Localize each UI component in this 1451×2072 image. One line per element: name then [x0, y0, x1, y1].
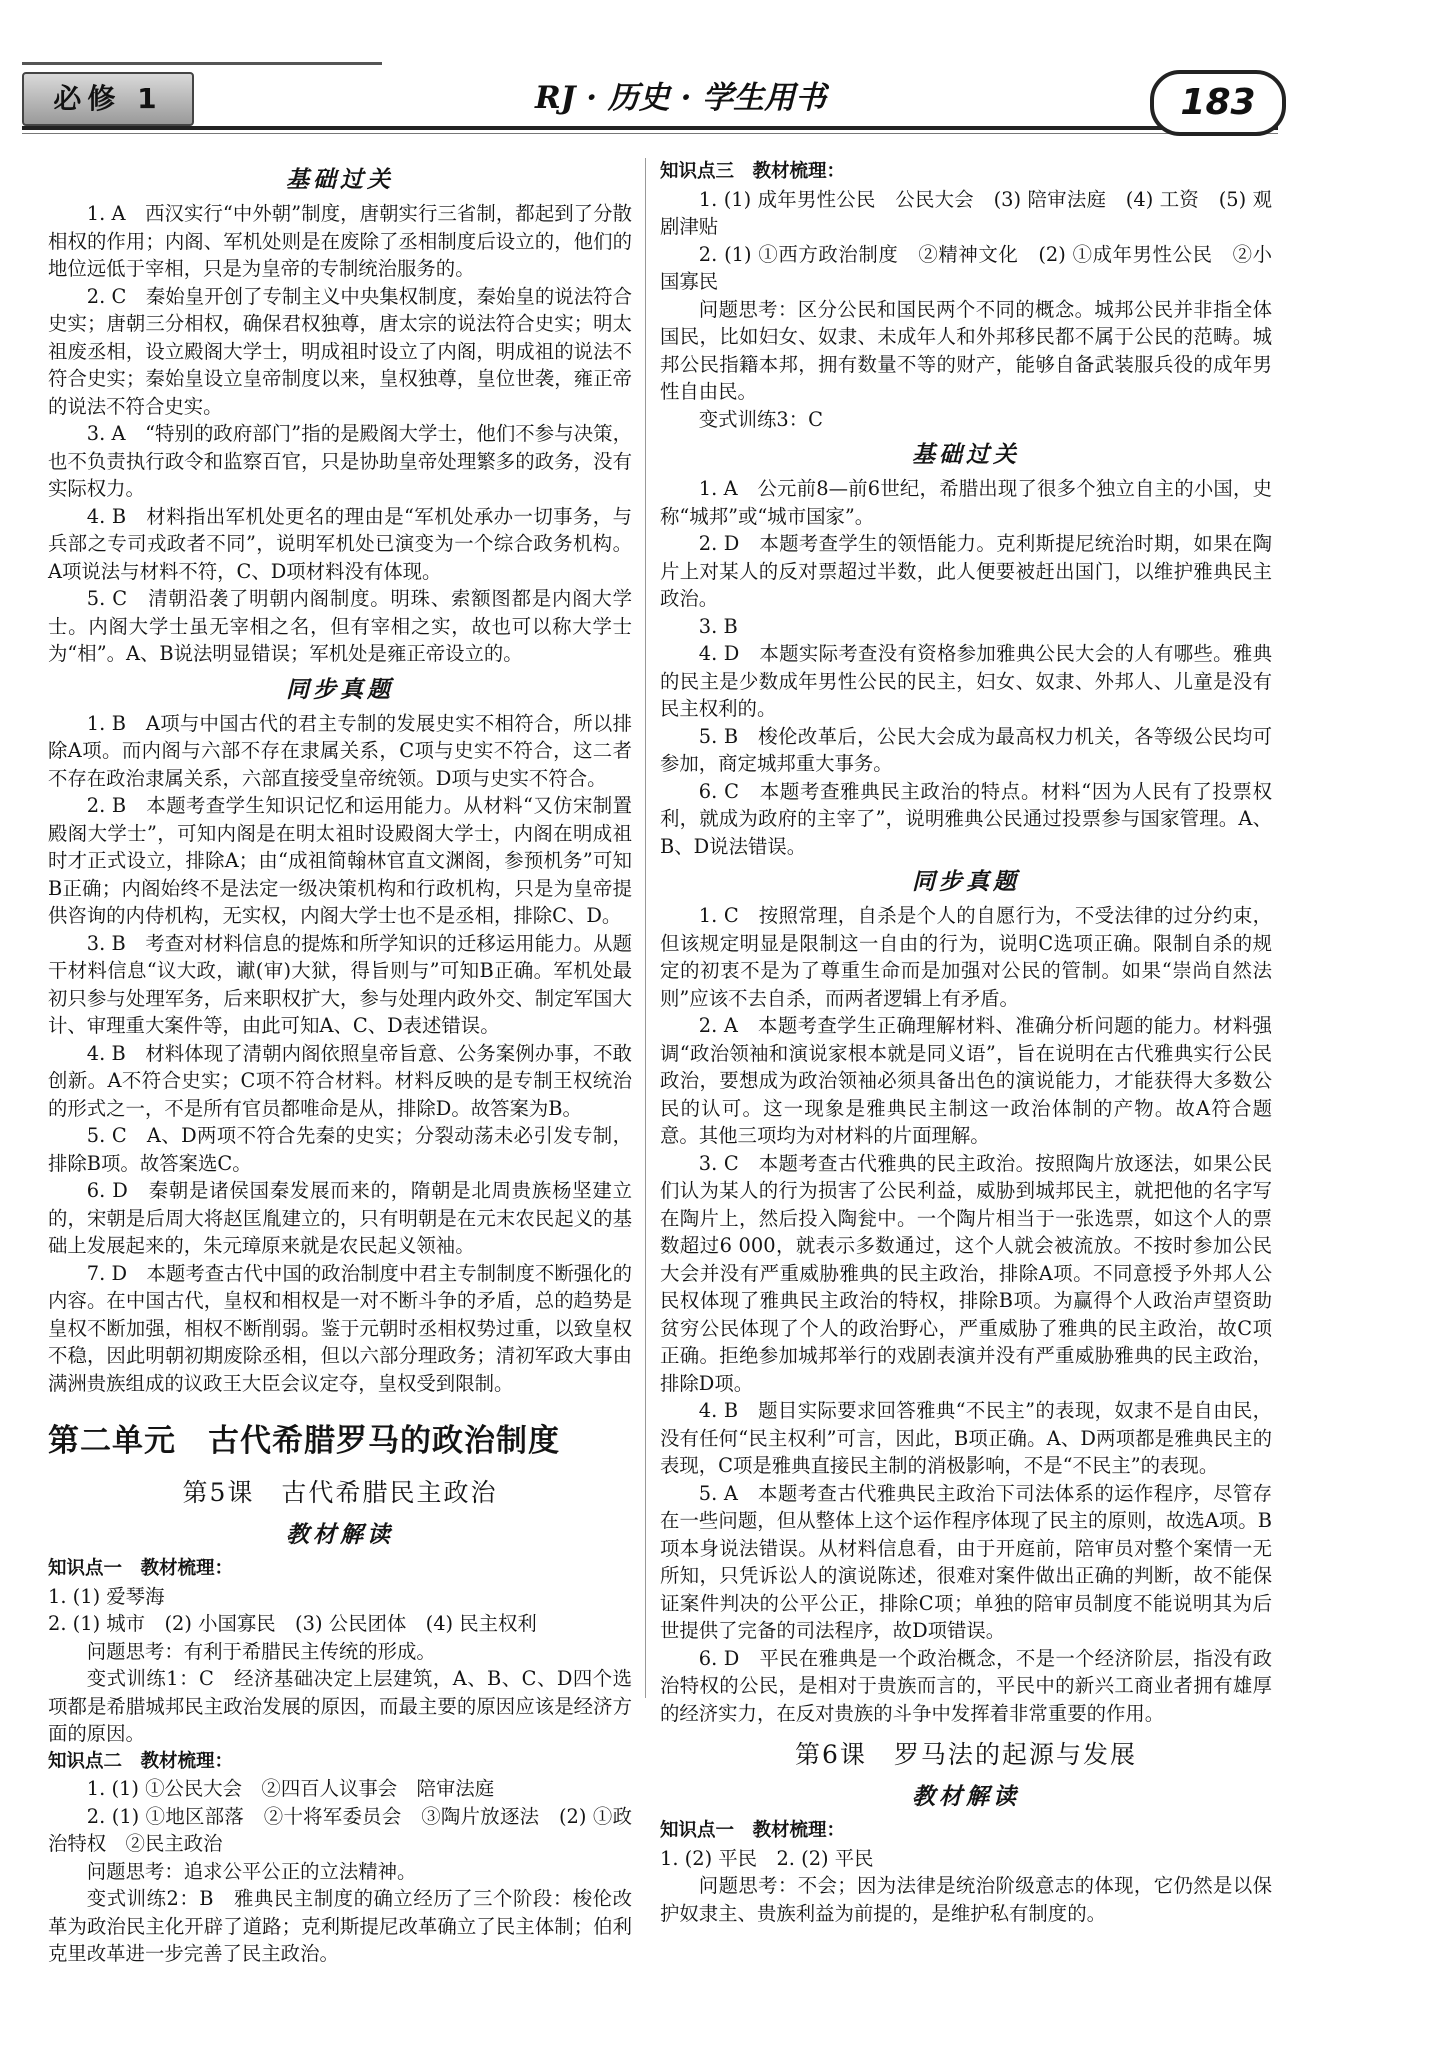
header-top-line — [22, 62, 382, 65]
answer-paragraph: 1. B A项与中国古代的君主专制的发展史实不相符合，所以排除A项。而内阁与六部不存在隶属关系，C项与史实不符合，这二者不存在政治隶属关系，六部直接受皇帝统领。D项与史实不符合。 — [48, 711, 632, 790]
answer-paragraph: 问题思考：区分公民和国民两个不同的概念。城邦公民并非指全体国民，比如妇女、奴隶、未成年人和外邦移民都不属于公民的范畴。城邦公民指籍本邦，拥有数量不等的财产，能够自备武装服兵役的成年男性自由民。 — [660, 297, 1272, 403]
book-title: RJ · 历史 · 学生用书 — [535, 80, 827, 116]
left-column — [48, 158, 632, 1968]
section-heading: 基础过关 — [912, 441, 1020, 468]
answer-paragraph: 2. (1) ①西方政治制度 ②精神文化 (2) ①成年男性公民 ②小国寡民 — [660, 242, 1272, 293]
answer-paragraph: 3. C 本题考查古代雅典的民主政治。按照陶片放逐法，如果公民们认为某人的行为损害了公民利益，威胁到城邦民主，就把他的名字写在陶片上，然后投入陶瓮中。一个陶片相当于一张选票，如这个人的票数超过6 000，就表示多数通过，这个人就会被流放。不按时参加公民大会并没有严重威胁雅典的民主政治，排除A项。不同意授予外邦人公民权体现了雅典民主政治的特权，排除B项。为赢得个人政治声望资助贫穷公民体现了个人的政治野心，严重威胁了雅典的民主政治，故C项正确。拒绝参加城邦举行的戏剧表演并没有严重威胁雅典的民主政治，排除D项。 — [660, 1151, 1272, 1395]
knowledge-point-label: 知识点一 教材梳理： — [660, 1820, 846, 1841]
section-heading: 同步真题 — [286, 675, 394, 703]
answer-paragraph: 7. D 本题考查古代中国的政治制度中君主专制制度不断强化的内容。在中国古代，皇权和相权是一对不断斗争的矛盾，总的趋势是皇权不断加强，相权不断削弱。鉴于元朝时丞相权势过重，以致皇权不稳，因此明朝初期废除丞相，但以六部分理政务；清初军政大事由满洲贵族组成的议政王大臣会议定夺，皇权受到限制。 — [48, 1261, 632, 1395]
section-heading: 基础过关 — [286, 166, 394, 193]
section-heading: 教材解读 — [286, 1521, 394, 1548]
answer-paragraph: 变式训练1：C 经济基础决定上层建筑，A、B、C、D四个选项都是希腊城邦民主政治发展的原因，而最主要的原因应该是经济方面的原因。 — [48, 1667, 632, 1745]
answer-paragraph: 1. C 按照常理，自杀是个人的自愿行为，不受法律的过分约束，但该规定明显是限制这一自由的行为，说明C选项正确。限制自杀的规定的初衷不是为了尊重生命而是加强对公民的管制。如果“崇尚自然法则”应该不去自杀，而两者逻辑上有矛盾。 — [660, 904, 1272, 1010]
answer-paragraph: 3. B 考查对材料信息的提炼和所学知识的迁移运用能力。从题干材料信息“议大政，谳(审)大狱，得旨则与”可知B正确。军机处最初只参与处理军务，后来职权扩大，参与处理内政外交、制定军国大计、审理重大案件等，由此可知A、C、D表述错误。 — [48, 931, 632, 1037]
answer-paragraph: 6. C 本题考查雅典民主政治的特点。材料“因为人民有了投票权利，就成为政府的主宰了”，说明雅典公民通过投票参与国家管理。A、B、D说法错误。 — [660, 779, 1272, 858]
answer-paragraph: 2. (1) ①地区部落 ②十将军委员会 ③陶片放逐法 (2) ①政治特权 ②民主政治 — [48, 1804, 632, 1855]
page-header — [0, 0, 1451, 135]
answer-paragraph: 4. B 题目实际要求回答雅典“不民主”的表现，奴隶不是自由民，没有任何“民主权利”可言，因此，B项正确。A、D两项都是雅典民主的表现，C项是雅典直接民主制的消极影响，不是“不民主”的表现。 — [660, 1399, 1272, 1477]
answer-paragraph: 5. B 梭伦改革后，公民大会成为最高权力机关，各等级公民均可参加，商定城邦重大事务。 — [660, 724, 1272, 775]
column-divider — [645, 158, 646, 1698]
knowledge-point-label: 知识点一 教材梳理： — [48, 1558, 234, 1579]
answer-paragraph: 问题思考：追求公平公正的立法精神。 — [86, 1859, 417, 1883]
answer-paragraph: 5. A 本题考查古代雅典民主政治下司法体系的运作程序，尽管存在一些问题，但从整体上这个运作程序体现了民主的原则，故选A项。B项本身说法错误。从材料信息看，由于开庭前，陪审员对整个案情一无所知，只凭诉讼人的演说陈述，很难对案件做出正确的判断，故不能保证案件判决的公平公正，排除C项；单独的陪审员制度不能说明其为后世提供了完备的司法程序，故D项错误。 — [660, 1481, 1272, 1642]
lesson-title: 第6课 罗马法的起源与发展 — [795, 1740, 1137, 1769]
answer-paragraph: 1. (1) 爱琴海 — [48, 1584, 165, 1608]
answer-paragraph: 变式训练3：C — [698, 407, 823, 431]
right-column — [660, 158, 1272, 1927]
answer-paragraph: 问题思考：不会；因为法律是统治阶级意志的体现，它仍然是以保护奴隶主、贵族利益为前提的，是维护私有制度的。 — [660, 1874, 1272, 1925]
page-number: 183 — [1150, 70, 1286, 136]
answer-paragraph: 问题思考：有利于希腊民主传统的形成。 — [86, 1639, 436, 1663]
section-heading: 教材解读 — [912, 1783, 1020, 1810]
answer-paragraph: 6. D 平民在雅典是一个政治概念，不是一个经济阶层，指没有政治特权的公民，是相对于贵族而言的，平民中的新兴工商业者拥有雄厚的经济实力，在反对贵族的斗争中发挥着非常重要的作用。 — [660, 1646, 1272, 1725]
header-rule-thin — [22, 133, 1278, 134]
answer-paragraph: 2. D 本题考查学生的领悟能力。克利斯提尼统治时期，如果在陶片上对某人的反对票超过半数，此人便要被赶出国门，以维护雅典民主政治。 — [660, 532, 1272, 610]
answer-paragraph: 1. A 西汉实行“中外朝”制度，唐朝实行三省制，都起到了分散相权的作用；内阁、军机处则是在废除了丞相制度后设立的，他们的地位远低于宰相，只是为皇帝的专制统治服务的。 — [48, 202, 632, 280]
answer-paragraph: 1. (1) 成年男性公民 公民大会 (3) 陪审法庭 (4) 工资 (5) 观剧津贴 — [660, 187, 1272, 238]
answer-paragraph: 变式训练2：B 雅典民主制度的确立经历了三个阶段：梭伦改革为政治民主化开辟了道路；克利斯提尼改革确立了民主体制；伯利克里改革进一步完善了民主政治。 — [48, 1887, 632, 1965]
answer-paragraph: 2. A 本题考查学生正确理解材料、准确分析问题的能力。材料强调“政治领袖和演说家根本就是同义语”，旨在说明在古代雅典实行公民政治，要想成为政治领袖必须具备出色的演说能力，才能获得大多数公民的认可。这一现象是雅典民主制这一政治体制的产物。故A符合题意。其他三项均为对材料的片面理解。 — [660, 1014, 1272, 1147]
lesson-title: 第5课 古代希腊民主政治 — [182, 1478, 498, 1507]
answer-paragraph: 6. D 秦朝是诸侯国秦发展而来的，隋朝是北周贵族杨坚建立的，宋朝是后周大将赵匡胤建立的，只有明朝是在元末农民起义的基础上发展起来的，朱元璋原来就是农民起义领袖。 — [48, 1179, 632, 1257]
knowledge-point-label: 知识点三 教材梳理： — [660, 161, 846, 182]
answer-paragraph: 2. C 秦始皇开创了专制主义中央集权制度，秦始皇的说法符合史实；唐朝三分相权，确保君权独尊，唐太宗的说法符合史实；明太祖废丞相，设立殿阁大学士，明成祖时设立了内阁，明成祖的说法不符合史实；秦始皇设立皇帝制度以来，皇权独尊，皇位世袭，雍正帝的说法不符合史实。 — [48, 284, 632, 418]
answer-paragraph: 1. (2) 平民 2. (2) 平民 — [660, 1846, 874, 1870]
answer-paragraph: 1. (1) ①公民大会 ②四百人议事会 陪审法庭 — [86, 1777, 495, 1800]
unit-title: 第二单元 古代希腊罗马的政治制度 — [48, 1423, 560, 1459]
answer-paragraph: 3. A “特别的政府部门”指的是殿阁大学士，他们不参与决策，也不负责执行政令和监察百官，只是协助皇帝处理繁多的政务，没有实际权力。 — [48, 422, 632, 500]
answer-paragraph: 3. B — [698, 614, 738, 638]
answer-paragraph: 5. C A、D两项不符合先秦的史实；分裂动荡未必引发专制，排除B项。故答案选C。 — [48, 1124, 632, 1175]
volume-tag: 必修 1 — [22, 72, 194, 126]
answer-paragraph: 2. B 本题考查学生知识记忆和运用能力。从材料“又仿宋制置殿阁大学士”，可知内阁是在明太祖时设殿阁大学士，内阁在明成祖时才正式设立，排除A；由“成祖简翰林官直文渊阁，参预机务”可知B正确；内阁始终不是法定一级决策机构和行政机构，只是为皇帝提供咨询的内侍机构，无实权，内阁大学士也不是丞相，排除C、D。 — [48, 794, 632, 927]
answer-paragraph: 4. D 本题实际考查没有资格参加雅典公民大会的人有哪些。雅典的民主是少数成年男性公民的民主，妇女、奴隶、外邦人、儿童是没有民主权利的。 — [660, 642, 1272, 720]
answer-paragraph: 4. B 材料体现了清朝内阁依照皇帝旨意、公务案例办事，不敢创新。A不符合史实；C项不符合材料。材料反映的是专制王权统治的形式之一，不是所有官员都唯命是从，排除D。故答案为B。 — [48, 1041, 632, 1120]
answer-paragraph: 5. C 清朝沿袭了明朝内阁制度。明珠、索额图都是内阁大学士。内阁大学士虽无宰相之名，但有宰相之实，故也可以称大学士为“相”。A、B说法明显错误；军机处是雍正帝设立的。 — [48, 587, 632, 665]
answer-paragraph: 1. A 公元前8—前6世纪，希腊出现了很多个独立自主的小国，史称“城邦”或“城市国家”。 — [660, 477, 1272, 528]
answer-paragraph: 4. B 材料指出军机处更名的理由是“军机处承办一切事务，与兵部之专司戎政者不同”，说明军机处已演变为一个综合政务机构。A项说法与材料不符，C、D项材料没有体现。 — [48, 504, 632, 583]
section-heading: 同步真题 — [912, 868, 1020, 895]
answer-paragraph: 2. (1) 城市 (2) 小国寡民 (3) 公民团体 (4) 民主权利 — [48, 1612, 537, 1635]
header-rule — [22, 126, 1278, 130]
knowledge-point-label: 知识点二 教材梳理： — [48, 1750, 234, 1772]
